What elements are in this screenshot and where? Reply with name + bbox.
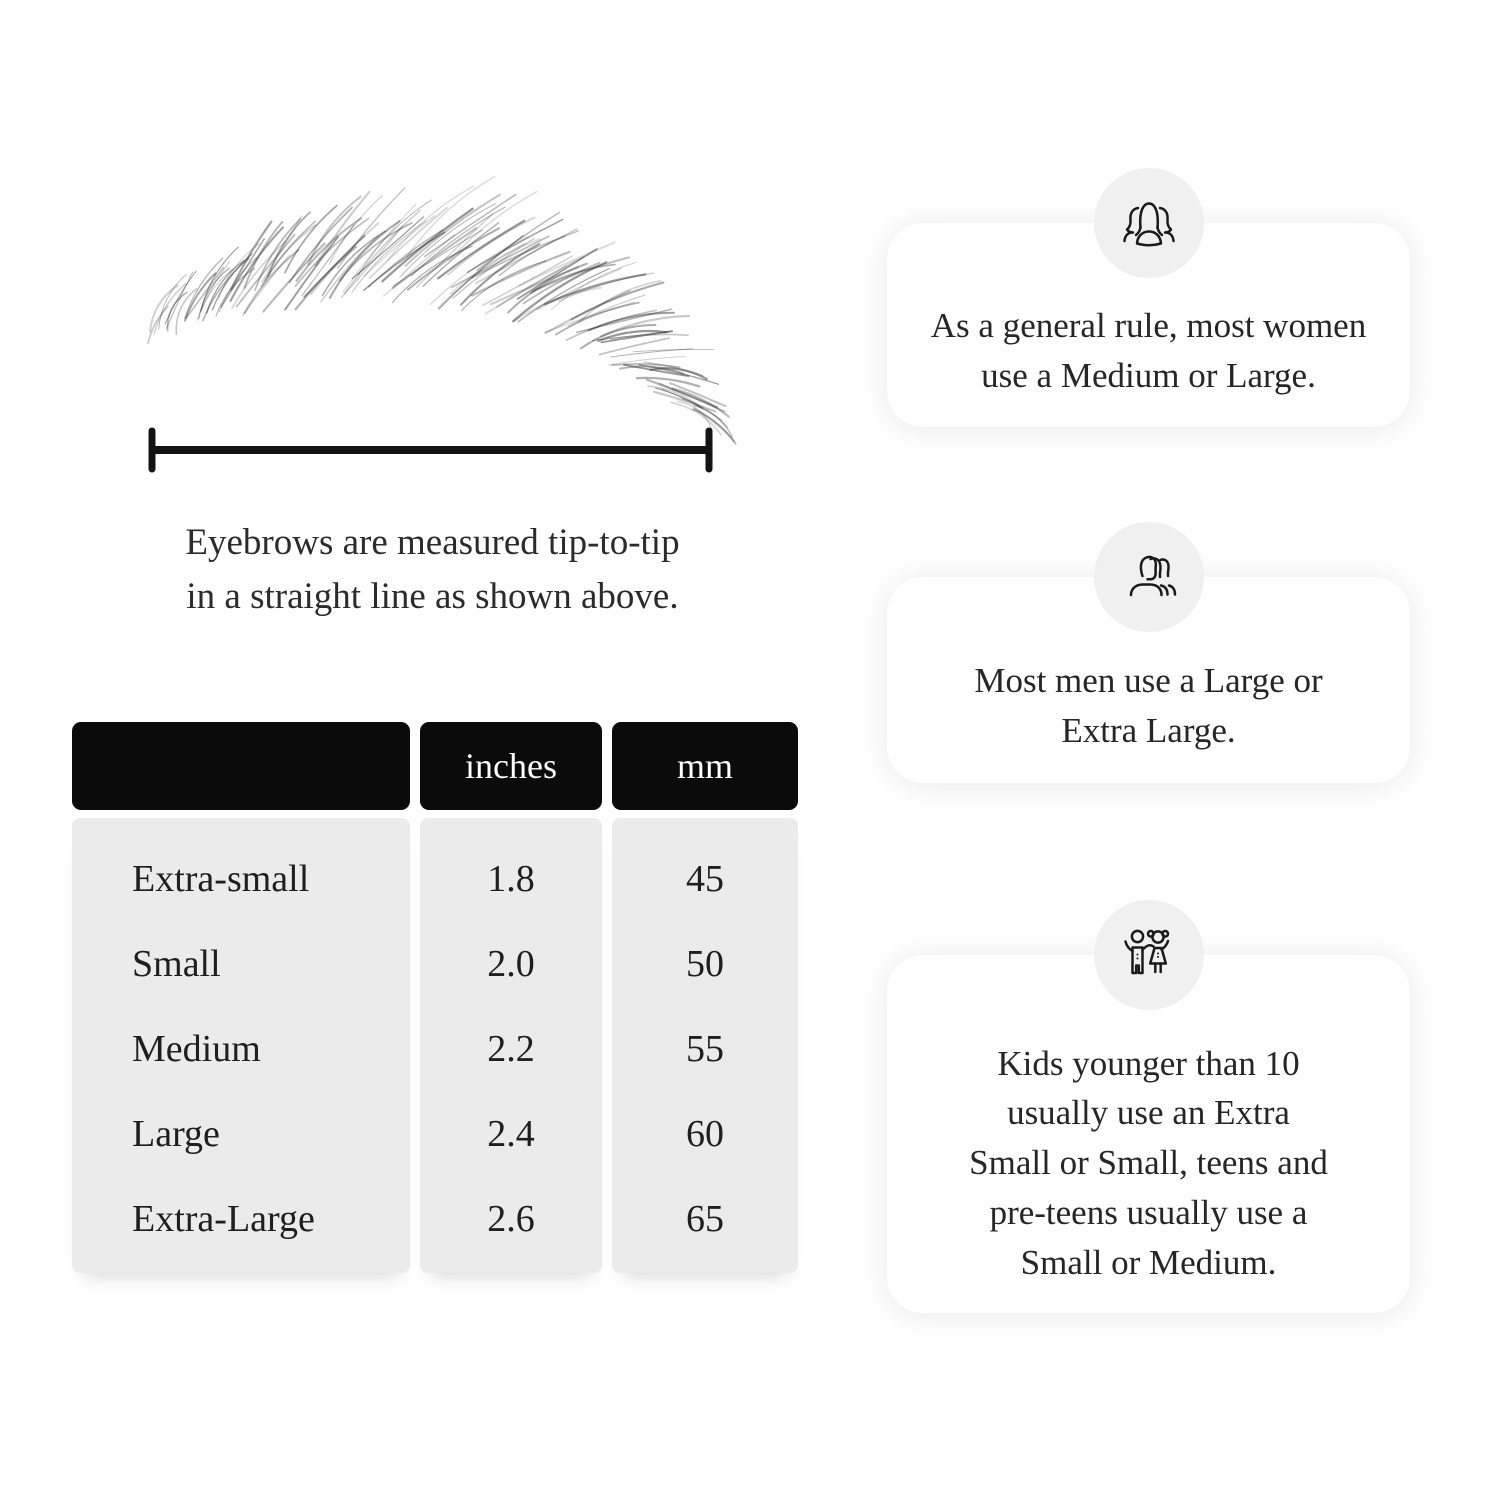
- card-text-line: Small or Medium.: [1020, 1242, 1277, 1282]
- kids-sizing-card: [887, 955, 1410, 1313]
- mm-cell: 55: [686, 1027, 724, 1070]
- size-label-cell: Large: [132, 1112, 220, 1155]
- caption-line-1: Eyebrows are measured tip-to-tip: [185, 522, 680, 563]
- size-label-cell: Small: [132, 942, 221, 985]
- card-text-line: use a Medium or Large.: [981, 356, 1316, 395]
- size-label-cell: Extra-small: [132, 857, 310, 900]
- eyebrow-hairs: [148, 176, 736, 443]
- eyebrow-illustration: [0, 0, 820, 505]
- size-table-inches-column: [420, 722, 602, 1273]
- card-icon-circle: [1094, 522, 1204, 632]
- card-text-line: As a general rule, most women: [930, 306, 1367, 346]
- men-sizing-card: [887, 577, 1410, 783]
- table-header-inches: inches: [420, 722, 602, 810]
- inches-cell: 2.6: [487, 1197, 535, 1240]
- inches-cell: 2.2: [487, 1027, 535, 1070]
- card-text-line: Extra Large.: [1061, 711, 1236, 750]
- size-label-cell: Medium: [132, 1027, 261, 1070]
- card-text: [974, 656, 1322, 755]
- table-header-blank: [72, 722, 410, 810]
- mm-cell: 45: [686, 857, 724, 900]
- table-body-labels: [72, 818, 410, 1273]
- measurement-line: [150, 431, 711, 469]
- card-text-line: Most men use a Large or: [974, 661, 1323, 701]
- mm-cell: 50: [686, 942, 724, 985]
- women-sizing-card: [887, 223, 1410, 427]
- men-group-icon: [1117, 545, 1181, 609]
- card-icon-circle: [1094, 900, 1204, 1010]
- inches-cell: 1.8: [487, 857, 535, 900]
- card-text-line: Kids younger than 10: [997, 1043, 1300, 1083]
- size-table-mm-column: [612, 722, 798, 1273]
- card-icon-circle: [1094, 168, 1204, 278]
- card-text-line: pre-teens usually use a: [989, 1192, 1308, 1232]
- size-label-cell: Extra-Large: [132, 1197, 315, 1240]
- mm-cell: 65: [686, 1197, 724, 1240]
- card-text: [931, 301, 1366, 400]
- table-body-inches: [420, 818, 602, 1273]
- size-table: [72, 722, 798, 1273]
- mm-cell: 60: [686, 1112, 724, 1155]
- card-text-line: usually use an Extra: [1007, 1093, 1290, 1133]
- inches-cell: 2.4: [487, 1112, 535, 1155]
- card-text: [969, 1039, 1328, 1287]
- size-table-label-column: [72, 722, 410, 1273]
- card-text-line: Small or Small, teens and: [969, 1143, 1328, 1183]
- table-header-mm: mm: [612, 722, 798, 810]
- measurement-caption: [60, 516, 805, 623]
- kids-icon: [1117, 923, 1181, 987]
- caption-line-2: in a straight line as shown above.: [186, 575, 679, 617]
- table-body-mm: [612, 818, 798, 1273]
- inches-cell: 2.0: [487, 942, 535, 985]
- women-group-icon: [1117, 191, 1181, 255]
